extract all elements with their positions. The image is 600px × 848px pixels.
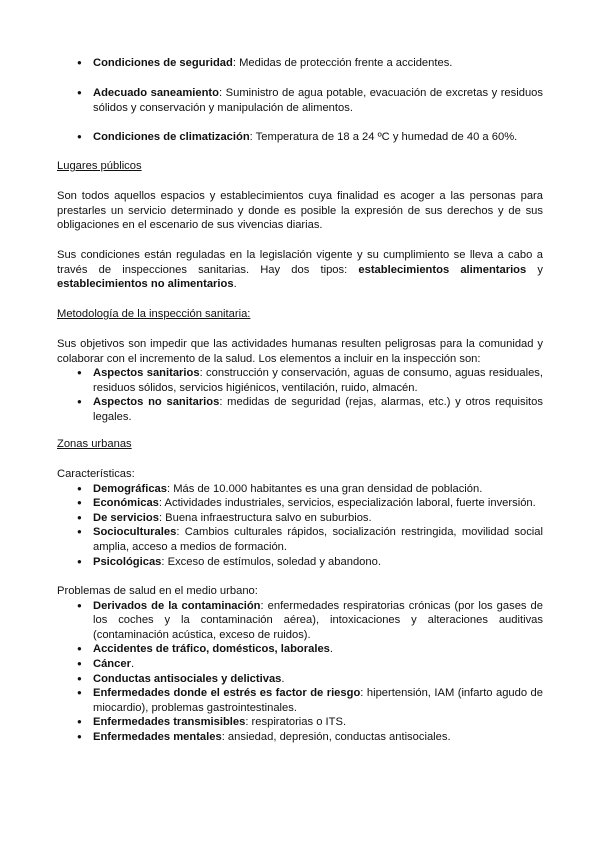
methodology-list (57, 366, 543, 424)
item-desc: . (130, 657, 135, 670)
text-run: y (526, 263, 544, 276)
text-run: . (233, 278, 237, 291)
problems-label: Problemas de salud en el medio urbano: (57, 585, 258, 597)
public-places-paragraph: Son todos aquellos espacios y establecimientos cuya finalidad es acoger a las personas para prestarles un servicio determinado y donde es posible la expresión de sus derechos y de sus obligaciones en el escenario de sus vivencias diarias. (57, 190, 543, 232)
methodology-block (57, 337, 543, 425)
list-item (57, 686, 543, 715)
item-title: De servicios (93, 511, 159, 524)
list-item (57, 657, 543, 672)
section-heading-urban-zones: Zonas urbanas (57, 438, 132, 450)
item-desc: : Buena infraestructura salvo en suburbios. (158, 511, 372, 524)
item-title: Aspectos no sanitarios (93, 396, 220, 409)
item-desc: : Temperatura de 18 a 24 ºC y humedad de 40 a 60%. (249, 131, 518, 143)
list-item (57, 56, 543, 71)
list-item (57, 86, 543, 115)
list-item (57, 496, 543, 511)
list-item (57, 130, 543, 145)
section-heading-methodology: Metodología de la inspección sanitaria: (57, 308, 251, 320)
list-item (57, 730, 543, 745)
public-places-regulation-paragraph (57, 248, 543, 292)
item-desc: : Actividades industriales, servicios, especialización laboral, fuerte inversión. (158, 497, 536, 510)
item-title: Condiciones de climatización (93, 131, 250, 143)
list-item (57, 642, 543, 657)
methodology-intro: Sus objetivos son impedir que las actividades humanas resulten peligrosas para la comunidad y colaborar con el incremento de la salud. Los elementos a incluir en la inspección son: (57, 338, 543, 365)
item-desc: : medidas de seguridad (rejas, alarmas, etc.) y otros requisitos legales. (93, 396, 543, 423)
list-item (57, 366, 543, 395)
list-item (57, 395, 543, 424)
item-desc: : ansiedad, depresión, conductas antisociales. (221, 730, 451, 743)
conditions-list (57, 56, 543, 71)
item-title: Psicológicas (93, 555, 162, 568)
list-item (57, 482, 543, 497)
characteristics-block (57, 467, 543, 569)
list-item (57, 715, 543, 730)
list-item (57, 525, 543, 554)
list-item (57, 599, 543, 643)
list-item (57, 672, 543, 687)
item-title: Conductas antisociales y delictivas (93, 672, 282, 685)
list-item (57, 555, 543, 570)
item-desc: : Medidas de protección frente a accidentes. (232, 57, 453, 69)
item-title: Cáncer (93, 657, 131, 670)
item-desc: : respiratorias o ITS. (245, 716, 347, 729)
item-desc: : hipertensión, IAM (infarto agudo de miocardio), problemas gastrointestinales. (93, 687, 543, 714)
item-title: Enfermedades mentales (93, 730, 222, 743)
problems-block (57, 584, 543, 745)
item-desc: : enfermedades respiratorias crónicas (por los gases de los coches y la contaminación aérea), intoxicaciones y alteraciones auditivas (contaminación acústica, exceso de ruidos). (93, 599, 543, 641)
item-title: Aspectos sanitarios (93, 367, 200, 380)
item-title: Socioculturales (93, 526, 177, 539)
item-desc: : Exceso de estímulos, soledad y abandono. (161, 555, 381, 568)
text-run: Sus condiciones están reguladas en la legislación vigente y su cumplimiento se lleva a cabo a través de inspecciones sanitarias. Hay dos tipos: (57, 249, 543, 276)
conditions-list (57, 130, 543, 145)
problems-list (57, 599, 543, 745)
item-desc: : Cambios culturales rápidos, socialización restringida, movilidad social amplia, acceso a medios de formación. (93, 526, 543, 553)
bold-run: establecimientos alimentarios (358, 263, 527, 276)
item-title: Accidentes de tráfico, domésticos, laborales (93, 643, 330, 656)
item-title: Enfermedades donde el estrés es factor de riesgo (93, 687, 361, 700)
characteristics-label: Características: (57, 468, 135, 480)
bold-run: establecimientos no alimentarios (57, 278, 234, 291)
item-desc: . (281, 672, 285, 685)
conditions-list (57, 86, 543, 115)
item-desc: : Suministro de agua potable, evacuación de excretas y residuos sólidos y conservación y manipulación de alimentos. (93, 87, 543, 114)
list-item (57, 511, 543, 526)
item-desc: . (329, 643, 333, 656)
item-desc: : Más de 10.000 habitantes es una gran densidad de población. (167, 482, 483, 495)
item-title: Demográficas (93, 482, 167, 495)
characteristics-list (57, 482, 543, 570)
item-title: Derivados de la contaminación (93, 599, 261, 612)
section-heading-public-places: Lugares públicos (57, 160, 142, 172)
item-title: Enfermedades transmisibles (93, 716, 246, 729)
item-desc: : construcción y conservación, aguas de consumo, aguas residuales, residuos sólidos, servicios higiénicos, ventilación, ruido, almacén. (93, 367, 543, 394)
item-title: Adecuado saneamiento (93, 87, 219, 99)
item-title: Económicas (93, 497, 159, 510)
item-title: Condiciones de seguridad (93, 57, 233, 69)
